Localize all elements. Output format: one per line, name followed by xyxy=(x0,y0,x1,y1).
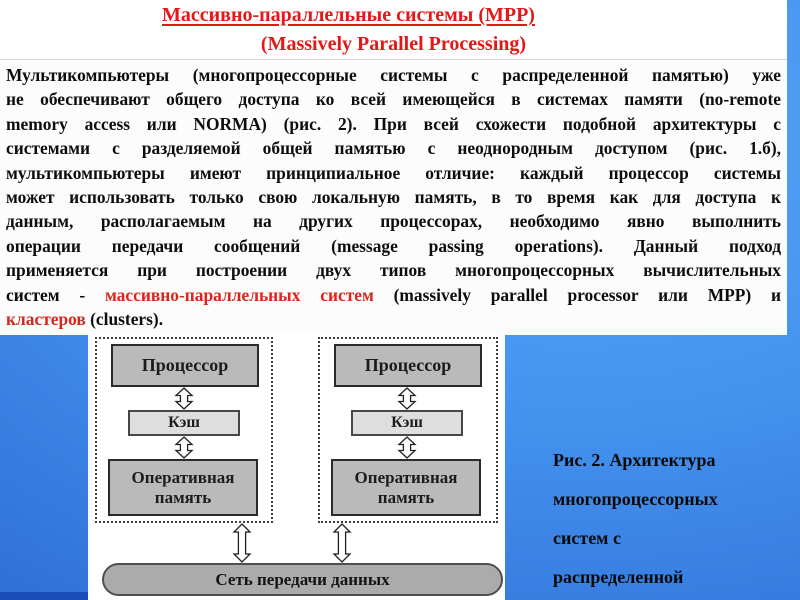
body-text-segment: данным, располагаемым на других процессорах, необходимо явно выполнить xyxy=(6,211,781,232)
body-line xyxy=(6,87,781,111)
body-line xyxy=(6,283,781,307)
processor-box: Процессор xyxy=(111,344,259,387)
double-arrow-icon xyxy=(232,523,252,563)
body-text-segment: системами с разделяемой общей памятью с неоднородным доступом (рис. 1.б), xyxy=(6,138,781,159)
processor-node-right xyxy=(318,337,498,523)
cache-box: Кэш xyxy=(128,410,240,436)
body-line xyxy=(6,234,781,258)
body-text-segment: мультикомпьютеры имеют принципиальное отличие: каждый процессор системы xyxy=(6,162,781,183)
slide-subtitle: (Massively Parallel Processing) xyxy=(260,33,527,55)
body-text-segment: может использовать только свою локальную память, в то время как для доступа к xyxy=(6,187,781,208)
processor-node-left xyxy=(95,337,273,523)
body-line xyxy=(6,258,781,282)
body-text-segment: систем - xyxy=(6,284,105,305)
body-text-segment: memory access или NORMA) (рис. 2). При всей схожести подобной архитектуры с xyxy=(6,113,781,134)
double-arrow-icon xyxy=(174,436,194,459)
cache-box: Кэш xyxy=(351,410,463,436)
body-text-segment: не обеспечивают общего доступа ко всей имеющейся в системах памяти (no-remote xyxy=(6,89,781,110)
body-text xyxy=(0,60,787,335)
body-text-segment: операции передачи сообщений (message passing operations). Данный подход xyxy=(6,235,781,256)
body-line xyxy=(6,161,781,185)
memory-box: Оперативная память xyxy=(108,459,258,516)
body-line xyxy=(6,307,781,331)
slide-title: Массивно-параллельные системы (МРР) xyxy=(162,4,535,26)
caption-line: многопроцессорных xyxy=(553,489,718,509)
bottom-edge-strip xyxy=(0,592,88,600)
body-text-segment: Мультикомпьютеры (многопроцессорные системы с распределенной памятью) уже xyxy=(6,65,781,85)
body-line xyxy=(6,209,781,233)
body-text-segment: (clusters). xyxy=(85,309,164,330)
body-line xyxy=(6,136,781,160)
body-text-segment: (massively parallel processor или MPP) и xyxy=(373,284,781,305)
double-arrow-icon xyxy=(397,387,417,410)
figure-caption xyxy=(553,441,788,597)
double-arrow-icon xyxy=(332,523,352,563)
caption-line: распределенной xyxy=(553,567,684,587)
body-line xyxy=(6,63,781,87)
body-line xyxy=(6,112,781,136)
highlighted-term-mpp: массивно-параллельных систем xyxy=(104,284,374,305)
memory-box: Оперативная память xyxy=(331,459,481,516)
title-block xyxy=(0,0,787,60)
processor-box: Процессор xyxy=(334,344,482,387)
architecture-diagram xyxy=(88,332,505,600)
double-arrow-icon xyxy=(174,387,194,410)
highlighted-term-clusters: кластеров xyxy=(6,309,86,330)
double-arrow-icon xyxy=(397,436,417,459)
body-text-segment: применяется при построении двух типов многопроцессорных вычислительных xyxy=(6,260,781,281)
body-line xyxy=(6,185,781,209)
caption-line: систем с xyxy=(553,528,621,548)
network-bus: Сеть передачи данных xyxy=(102,563,503,596)
caption-line: Рис. 2. Архитектура xyxy=(553,450,716,470)
